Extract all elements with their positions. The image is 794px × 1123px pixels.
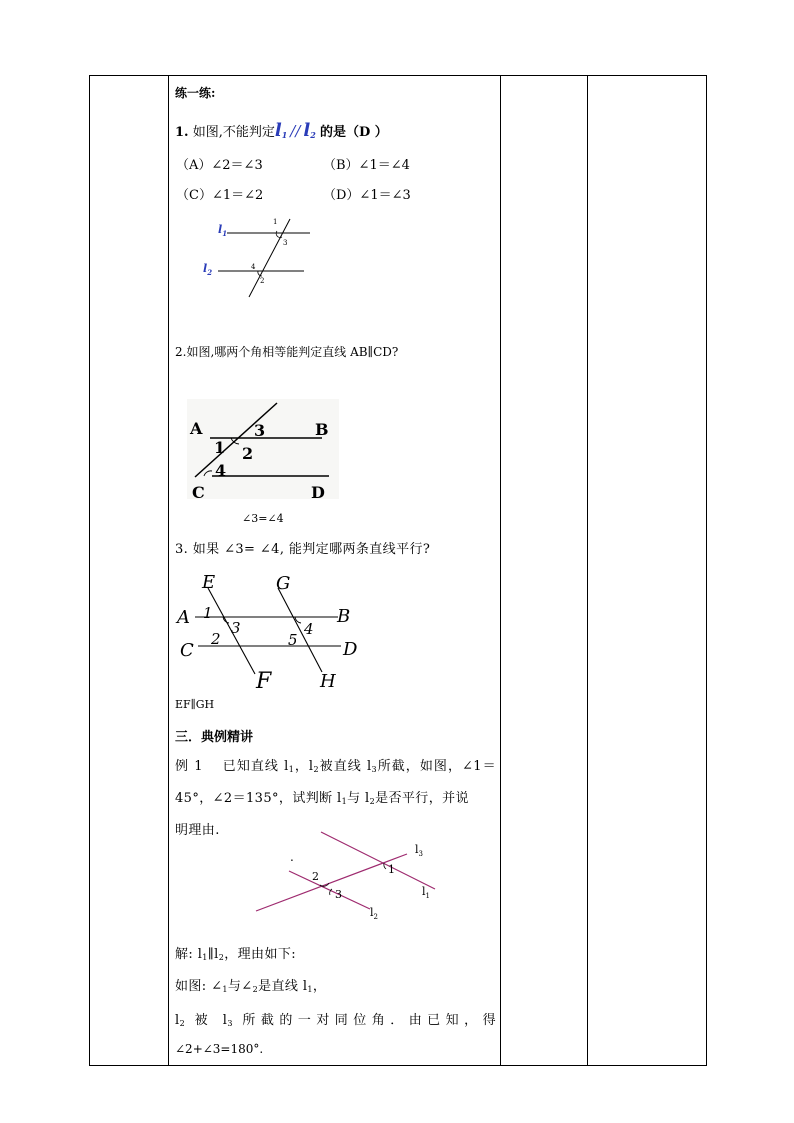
point-a-label: A xyxy=(177,607,190,628)
example-1-figure xyxy=(253,825,443,925)
question-2-text: 2.如图,哪两个角相等能判定直线 AB∥CD? xyxy=(175,345,399,359)
example-1-line-3: 明理由. xyxy=(175,823,220,838)
angle-1-label: 1 xyxy=(203,604,213,622)
l1-symbol: $l_1$ xyxy=(274,120,288,141)
point-a-label: A xyxy=(190,419,203,438)
angle-2-label: 2 xyxy=(211,630,221,648)
column-divider xyxy=(500,75,501,1066)
angle-4-label: 4 xyxy=(251,263,256,271)
option-b: （B）∠1＝∠4 xyxy=(323,158,410,173)
example-1-line-1: 例 1 已知直线 $l_1$，$l_2$被直线 $l_3$所截，如图，∠1＝ xyxy=(175,759,497,774)
question-number: 1. xyxy=(175,125,189,140)
point-c-label: C xyxy=(192,483,205,499)
q1-figure xyxy=(198,215,318,299)
point-c-label: C xyxy=(180,640,194,661)
angle-2-label: 2 xyxy=(260,277,265,285)
transversal-line xyxy=(249,219,290,297)
option-d: （D）∠1＝∠3 xyxy=(323,188,411,203)
solution-line-2: 如图: $\angle_1$与$\angle_2$是直线 $l_1$， xyxy=(175,979,327,994)
l2-symbol: $l_2$ xyxy=(303,120,316,141)
angle-5-label: 5 xyxy=(288,631,298,649)
question-text: 如图,不能判定 xyxy=(192,125,275,140)
practice-heading: 练一练: xyxy=(175,86,216,100)
q3-figure xyxy=(175,572,365,690)
angle-2-label: 2 xyxy=(312,870,319,883)
example-1-line-2: 45°，∠2＝135°，试判断 $l_1$与 $l_2$是否平行，并说 xyxy=(175,791,469,806)
option-c: （C）∠1＝∠2 xyxy=(176,188,264,203)
question-1 xyxy=(175,120,388,142)
line-l2 xyxy=(289,871,370,909)
l3-label: $l_3$ xyxy=(415,843,423,858)
angle-1-label: 1 xyxy=(388,863,395,876)
section-3-heading: 三．典例精讲 xyxy=(175,730,254,745)
dot-mark: . xyxy=(290,850,294,864)
q2-figure xyxy=(187,399,339,499)
point-d-label: D xyxy=(311,483,325,499)
point-e-label: E xyxy=(202,572,216,593)
angle-1-label: 1 xyxy=(273,218,278,226)
angle-4-label: 4 xyxy=(215,461,227,480)
column-divider xyxy=(168,75,169,1066)
option-a: （A）∠2＝∠3 xyxy=(176,158,263,173)
parallel-symbol: // xyxy=(290,122,301,140)
point-b-label: B xyxy=(337,606,351,627)
point-g-label: G xyxy=(276,573,291,594)
question-3-text: 3. 如果 ∠3= ∠4, 能判定哪两条直线平行? xyxy=(175,542,431,557)
point-d-label: D xyxy=(343,639,358,660)
angle-3-label: 3 xyxy=(254,421,266,440)
angle-2-label: 2 xyxy=(242,444,254,463)
angle-3-label: 3 xyxy=(283,239,288,247)
q3-answer: EF∥GH xyxy=(175,698,215,711)
l1-label: $l_1$ xyxy=(218,223,228,238)
column-divider xyxy=(587,75,588,1066)
solution-line-1: 解: $l_1\parallel l_2$，理由如下: xyxy=(175,947,297,962)
line-gh xyxy=(278,588,322,672)
q2-answer: ∠3=∠4 xyxy=(242,512,284,525)
line-l3 xyxy=(256,854,407,911)
point-f-label: F xyxy=(256,669,272,690)
point-b-label: B xyxy=(315,420,329,439)
l2-label: $l_2$ xyxy=(370,906,378,921)
angle-4-label: 4 xyxy=(304,620,314,638)
point-h-label: H xyxy=(320,671,336,690)
l2-label: $l_2$ xyxy=(203,262,213,277)
angle-3-label: 3 xyxy=(335,888,342,901)
solution-line-4: ∠2+∠3=180°. xyxy=(175,1042,264,1056)
angle-3-label: 3 xyxy=(231,619,241,637)
angle-1-label: 1 xyxy=(214,438,226,457)
solution-line-3: $l_2$ 被 $l_3$ 所截的一对同位角．由已知，得 xyxy=(175,1013,496,1028)
l1-label: $l_1$ xyxy=(422,885,430,900)
answer-text: 的是（D ） xyxy=(319,125,388,140)
